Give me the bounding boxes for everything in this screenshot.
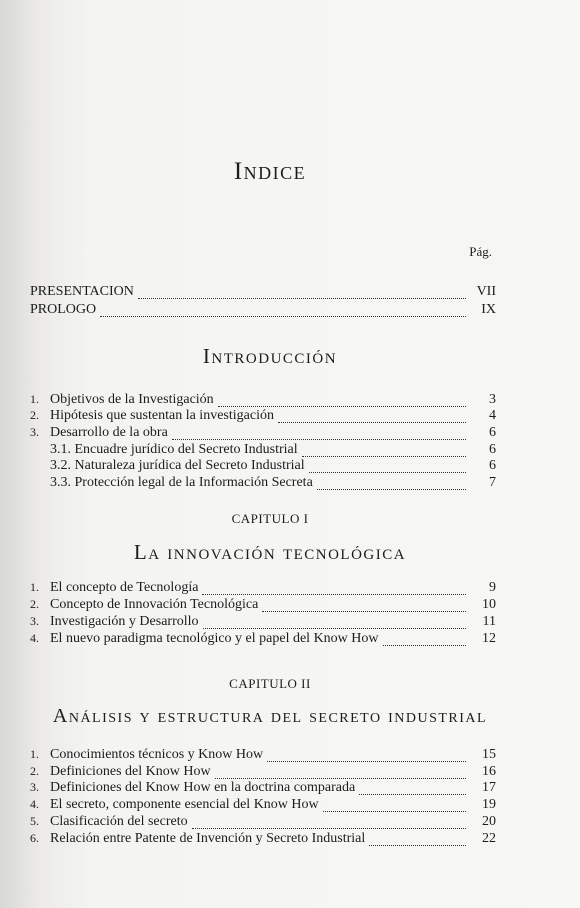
toc-entry (30, 814, 496, 832)
dot-leader (309, 462, 466, 473)
toc-entry-text: Desarrollo de la obra (50, 425, 168, 440)
chapter-label: CAPITULO II (229, 676, 311, 691)
toc-entry (30, 614, 496, 632)
toc-entry-text: 3.1. Encuadre jurídico del Secreto Industrial (50, 442, 298, 457)
toc-entry (30, 747, 496, 765)
dot-leader (138, 288, 466, 299)
chapter-label: CAPITULO I (231, 511, 309, 526)
toc-entry-number: 4. (30, 631, 39, 645)
index-title: Indice (233, 158, 307, 185)
toc-entry-page: 11 (482, 614, 496, 629)
dot-leader (383, 635, 466, 646)
toc-entry-text: 3.3. Protección legal de la Información Secreta (50, 475, 313, 490)
toc-entry-text: PRESENTACION (30, 284, 134, 299)
toc-entry-text: Definiciones del Know How (50, 764, 211, 779)
dot-leader (302, 446, 466, 457)
toc-entry (30, 597, 496, 615)
toc-entry-page: 17 (482, 780, 496, 795)
toc-entry-number: 3. (30, 780, 39, 794)
dot-leader (278, 412, 466, 423)
toc-entry-page: 6 (489, 458, 496, 473)
toc-entry-page: 4 (489, 408, 496, 423)
toc-entry-page: 19 (482, 797, 496, 812)
toc-entry (30, 302, 496, 320)
toc-entry-page: 6 (489, 442, 496, 457)
toc-entry-page: 12 (482, 631, 496, 646)
toc-entry-text: Definiciones del Know How en la doctrina comparada (50, 780, 356, 795)
toc-entry-number: 2. (30, 408, 39, 422)
toc-entry-number: 1. (30, 747, 39, 761)
toc-entry (30, 780, 496, 798)
toc-entry-number: 1. (30, 580, 39, 594)
toc-entry-page: 7 (489, 475, 496, 490)
toc-entry-page: 10 (482, 597, 496, 612)
toc-entry-text: Concepto de Innovación Tecnológica (50, 597, 259, 612)
toc-entry-number: 2. (30, 597, 39, 611)
dot-leader (203, 618, 466, 629)
toc-entry-page: 22 (482, 831, 496, 846)
toc-entry-page: VII (476, 284, 496, 299)
toc-entry-page: 6 (489, 425, 496, 440)
dot-leader (317, 479, 466, 490)
toc-entry-text: El nuevo paradigma tecnológico y el papel del Know How (50, 631, 379, 646)
toc-entry-text: El secreto, componente esencial del Know How (50, 797, 319, 812)
toc-entry (30, 284, 496, 302)
dot-leader (172, 429, 466, 440)
toc-entry-text: Conocimientos técnicos y Know How (50, 747, 264, 762)
chapter-title: La innovación tecnológica (133, 540, 407, 564)
toc-entry-number: 4. (30, 797, 39, 811)
toc-entry-number: 3. (30, 425, 39, 439)
toc-entry-page: 20 (482, 814, 496, 829)
toc-entry-text: Clasificación del secreto (50, 814, 188, 829)
toc-subentry (30, 475, 496, 493)
dot-leader (323, 801, 466, 812)
dot-leader (192, 818, 466, 829)
chapter-title: Análisis y estructura del secreto industrial (52, 705, 488, 727)
toc-entry-page: 16 (482, 764, 496, 779)
toc-entry-page: 15 (482, 747, 496, 762)
toc-entry-number: 5. (30, 814, 39, 828)
toc-entry-page: 3 (489, 392, 496, 407)
toc-entry (30, 408, 496, 426)
toc-entry (30, 797, 496, 815)
dot-leader (359, 784, 466, 795)
toc-entry-text: PROLOGO (30, 302, 97, 317)
dot-leader (267, 751, 466, 762)
dot-leader (369, 835, 466, 846)
dot-leader (215, 768, 466, 779)
toc-entry-number: 6. (30, 831, 39, 845)
toc-entry-number: 3. (30, 614, 39, 628)
toc-subentry (30, 458, 496, 476)
toc-entry (30, 580, 496, 598)
toc-entry-text: Investigación y Desarrollo (50, 614, 199, 629)
dot-leader (218, 396, 466, 407)
toc-entry (30, 425, 496, 443)
toc-entry-number: 1. (30, 392, 39, 406)
page-column-label: Pág. (469, 244, 492, 259)
toc-entry (30, 831, 496, 849)
dot-leader (262, 601, 466, 612)
section-title-introduccion: Introducción (202, 344, 338, 368)
toc-entry-text: Relación entre Patente de Invención y Secreto Industrial (50, 831, 366, 846)
toc-entry-page: 9 (489, 580, 496, 595)
toc-entry-text: Objetivos de la Investigación (50, 392, 214, 407)
toc-entry-text: Hipótesis que sustentan la investigación (50, 408, 274, 423)
toc-entry (30, 631, 496, 649)
toc-entry-number: 2. (30, 764, 39, 778)
toc-entry-page: IX (481, 302, 496, 317)
dot-leader (100, 306, 466, 317)
toc-entry-text: 3.2. Naturaleza jurídica del Secreto Industrial (50, 458, 305, 473)
dot-leader (202, 584, 466, 595)
toc-entry-text: El concepto de Tecnología (50, 580, 199, 595)
